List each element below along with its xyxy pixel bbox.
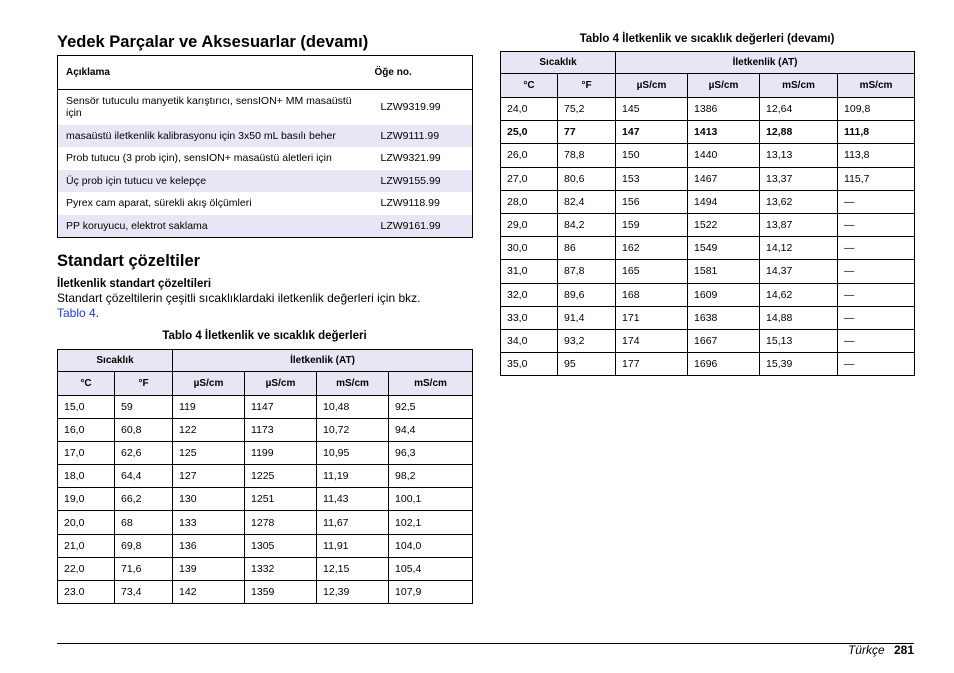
table-cell: 1494	[688, 190, 760, 213]
part-description: PP koruyucu, elektrot saklama	[58, 215, 375, 238]
table-cell: 1199	[245, 441, 317, 464]
standards-paragraph	[57, 291, 472, 321]
table-cell: 1522	[688, 213, 760, 236]
table-cell: 25,0	[501, 121, 558, 144]
table-cell: 174	[616, 329, 688, 352]
column-header: °C	[501, 74, 558, 98]
table-cell: 15,13	[760, 329, 838, 352]
column-header: µS/cm	[688, 74, 760, 98]
parts-table	[57, 55, 473, 238]
table-cell: 27,0	[501, 167, 558, 190]
table-cell: 13,62	[760, 190, 838, 213]
conductivity-table-left	[57, 349, 473, 605]
table-cell: 93,2	[558, 329, 616, 352]
table-cell: 10,48	[317, 395, 389, 418]
table-cell: 139	[173, 557, 245, 580]
table-row	[58, 465, 473, 488]
table-cell: 15,0	[58, 395, 115, 418]
table-cell: 12,39	[317, 581, 389, 604]
table-cell: 28,0	[501, 190, 558, 213]
table-cell: 162	[616, 237, 688, 260]
table-cell: 1278	[245, 511, 317, 534]
table-cell: 92,5	[389, 395, 473, 418]
parts-row	[58, 90, 473, 125]
temperature-group-header: Sıcaklık	[501, 52, 616, 74]
table-row	[501, 167, 915, 190]
table-cell: 12,88	[760, 121, 838, 144]
parts-row	[58, 192, 473, 215]
table-cell: 30,0	[501, 237, 558, 260]
table-cell: 1581	[688, 260, 760, 283]
table-cell: 96,3	[389, 441, 473, 464]
table-cell: 130	[173, 488, 245, 511]
parts-section-title: Yedek Parçalar ve Aksesuarlar (devamı)	[57, 33, 369, 51]
parts-row	[58, 147, 473, 170]
table-right-body	[501, 98, 915, 376]
table-cell: 71,6	[115, 557, 173, 580]
part-item-no: LZW9161.99	[375, 215, 473, 238]
link-suffix: .	[95, 305, 100, 320]
temperature-group-header: Sıcaklık	[58, 349, 173, 371]
parts-row	[58, 125, 473, 148]
table-cell: 12,15	[317, 557, 389, 580]
table-cell: 102,1	[389, 511, 473, 534]
part-description: masaüstü iletkenlik kalibrasyonu için 3x50 mL basılı beher	[58, 125, 375, 148]
table-cell: 26,0	[501, 144, 558, 167]
parts-table-header-row	[58, 56, 473, 90]
table-row	[501, 213, 915, 236]
table-cell: 95	[558, 353, 616, 376]
table-cell: 177	[616, 353, 688, 376]
table-cell: 113,8	[838, 144, 915, 167]
table-cell: 89,6	[558, 283, 616, 306]
table-cell: 62,6	[115, 441, 173, 464]
table-cell: 109,8	[838, 98, 915, 121]
table-cell: 115,7	[838, 167, 915, 190]
table-row	[58, 511, 473, 534]
conductivity-group-header: İletkenlik (AT)	[173, 349, 473, 371]
table-cell: 1638	[688, 306, 760, 329]
table-row	[501, 329, 915, 352]
column-header: mS/cm	[838, 74, 915, 98]
table-cell: 20,0	[58, 511, 115, 534]
table-cell: 86	[558, 237, 616, 260]
table-cell: 13,37	[760, 167, 838, 190]
table-cell: 18,0	[58, 465, 115, 488]
table-cell: 60,8	[115, 418, 173, 441]
column-header: µS/cm	[245, 371, 317, 395]
description-header: Açıklama	[58, 56, 375, 90]
table-cell: —	[838, 329, 915, 352]
table-cell: 1305	[245, 534, 317, 557]
table-cell: 31,0	[501, 260, 558, 283]
table-cell: 64,4	[115, 465, 173, 488]
table-cell: 11,43	[317, 488, 389, 511]
table-cell: 156	[616, 190, 688, 213]
column-header: mS/cm	[389, 371, 473, 395]
part-description: Pyrex cam aparat, sürekli akış ölçümleri	[58, 192, 375, 215]
table-cell: 111,8	[838, 121, 915, 144]
table-row	[501, 98, 915, 121]
table-row	[58, 488, 473, 511]
part-item-no: LZW9111.99	[375, 125, 473, 148]
table-cell: 153	[616, 167, 688, 190]
table-cell: 77	[558, 121, 616, 144]
standards-section-title: Standart çözeltiler	[57, 251, 201, 270]
table-cell: 1440	[688, 144, 760, 167]
table-cell: 104,0	[389, 534, 473, 557]
table-cell: —	[838, 237, 915, 260]
table-cell: 1225	[245, 465, 317, 488]
column-header: µS/cm	[173, 371, 245, 395]
table-cell: 1696	[688, 353, 760, 376]
column-header: °F	[558, 74, 616, 98]
table-cell: 107,9	[389, 581, 473, 604]
parts-row	[58, 215, 473, 238]
table-cell: 133	[173, 511, 245, 534]
table-cell: 69,8	[115, 534, 173, 557]
table-cell: 22,0	[58, 557, 115, 580]
table-cell: 145	[616, 98, 688, 121]
table-row	[58, 441, 473, 464]
table-cell: 171	[616, 306, 688, 329]
table-row	[501, 190, 915, 213]
table-cell: 80,6	[558, 167, 616, 190]
column-header: °F	[115, 371, 173, 395]
page-footer	[848, 643, 914, 657]
column-header: mS/cm	[317, 371, 389, 395]
table-cell: 19,0	[58, 488, 115, 511]
table-row	[501, 121, 915, 144]
table-cell: 1549	[688, 237, 760, 260]
table-cell: 13,13	[760, 144, 838, 167]
table-cell: 1173	[245, 418, 317, 441]
table-row	[58, 581, 473, 604]
table-cell: 1359	[245, 581, 317, 604]
table-cell: 78,8	[558, 144, 616, 167]
table-cell: 147	[616, 121, 688, 144]
table-cell: 14,62	[760, 283, 838, 306]
table-cell: 1251	[245, 488, 317, 511]
table-cell: 11,91	[317, 534, 389, 557]
table-cell: 91,4	[558, 306, 616, 329]
column-header-row	[501, 74, 915, 98]
table-cell: 12,64	[760, 98, 838, 121]
part-description: Prob tutucu (3 prob için), sensION+ masaüstü aletleri için	[58, 147, 375, 170]
table-cell: —	[838, 190, 915, 213]
table-cell: 14,12	[760, 237, 838, 260]
table-4-link[interactable]: Tablo 4	[57, 305, 96, 320]
table-cell: 75,2	[558, 98, 616, 121]
table-cell: 122	[173, 418, 245, 441]
parts-row	[58, 170, 473, 193]
standards-paragraph-text: Standart çözeltilerin çeşitli sıcaklıklardaki iletkenlik değerleri için bkz.	[57, 290, 421, 305]
table-cell: 68	[115, 511, 173, 534]
table-cell: 10,72	[317, 418, 389, 441]
part-item-no: LZW9118.99	[375, 192, 473, 215]
table-cell: —	[838, 283, 915, 306]
table-cell: 105,4	[389, 557, 473, 580]
part-item-no: LZW9321.99	[375, 147, 473, 170]
table-cell: 29,0	[501, 213, 558, 236]
table-cell: 84,2	[558, 213, 616, 236]
table-cell: 14,37	[760, 260, 838, 283]
table-cell: 1386	[688, 98, 760, 121]
table-cell: 1332	[245, 557, 317, 580]
table-cell: —	[838, 353, 915, 376]
table-cell: 1667	[688, 329, 760, 352]
right-column	[500, 30, 914, 376]
conductivity-group-header: İletkenlik (AT)	[616, 52, 915, 74]
table-left-body	[58, 395, 473, 604]
table-cell: 10,95	[317, 441, 389, 464]
part-description: Sensör tutuculu manyetik karıştırıcı, sensION+ MM masaüstü için	[58, 90, 375, 125]
parts-table-body	[58, 90, 473, 238]
table-cell: 1467	[688, 167, 760, 190]
item-no-header: Öğe no.	[375, 56, 473, 90]
table-row	[58, 395, 473, 418]
table-cell: 82,4	[558, 190, 616, 213]
table-cell: 35,0	[501, 353, 558, 376]
left-column	[57, 30, 472, 604]
table-cell: 142	[173, 581, 245, 604]
table-cell: 13,87	[760, 213, 838, 236]
table-row	[501, 237, 915, 260]
table-cell: 15,39	[760, 353, 838, 376]
table-cell: 165	[616, 260, 688, 283]
part-item-no: LZW9319.99	[375, 90, 473, 125]
table-cell: 33,0	[501, 306, 558, 329]
table-row	[501, 306, 915, 329]
table-cell: 24,0	[501, 98, 558, 121]
table-cell: 1609	[688, 283, 760, 306]
table-cell: 11,19	[317, 465, 389, 488]
part-item-no: LZW9155.99	[375, 170, 473, 193]
table-cell: 87,8	[558, 260, 616, 283]
table-row	[501, 353, 915, 376]
table-cell: 1413	[688, 121, 760, 144]
page-number: 281	[893, 643, 914, 657]
table-row	[58, 534, 473, 557]
table-cell: —	[838, 213, 915, 236]
table-cell: 14,88	[760, 306, 838, 329]
conductivity-table-right	[500, 51, 915, 376]
table-cell: 1147	[245, 395, 317, 418]
table-cell: 119	[173, 395, 245, 418]
table-row	[58, 418, 473, 441]
table-cell: 150	[616, 144, 688, 167]
table-cell: 32,0	[501, 283, 558, 306]
column-header: mS/cm	[760, 74, 838, 98]
table-cell: 100,1	[389, 488, 473, 511]
table-cell: 98,2	[389, 465, 473, 488]
table-cell: 23.0	[58, 581, 115, 604]
table-cell: 16,0	[58, 418, 115, 441]
table-cell: 11,67	[317, 511, 389, 534]
footer-language: Türkçe	[847, 643, 885, 657]
column-header-row	[58, 371, 473, 395]
table-cell: 66,2	[115, 488, 173, 511]
table-row	[501, 283, 915, 306]
table-cell: 21,0	[58, 534, 115, 557]
table-cell: 59	[115, 395, 173, 418]
standards-subheading: İletkenlik standart çözeltileri	[57, 277, 212, 290]
table-row	[501, 144, 915, 167]
part-description: Üç prob için tutucu ve kelepçe	[58, 170, 375, 193]
table-cell: 94,4	[389, 418, 473, 441]
table-right-caption: Tablo 4 İletkenlik ve sıcaklık değerleri (devamı)	[579, 33, 835, 45]
footer-rule	[57, 643, 914, 644]
column-header: µS/cm	[616, 74, 688, 98]
column-header: °C	[58, 371, 115, 395]
table-cell: 136	[173, 534, 245, 557]
table-cell: 125	[173, 441, 245, 464]
table-cell: 127	[173, 465, 245, 488]
table-cell: 73,4	[115, 581, 173, 604]
table-cell: 168	[616, 283, 688, 306]
table-cell: 17,0	[58, 441, 115, 464]
table-left-caption: Tablo 4 İletkenlik ve sıcaklık değerleri	[162, 329, 367, 342]
table-cell: 159	[616, 213, 688, 236]
table-cell: —	[838, 306, 915, 329]
table-row	[58, 557, 473, 580]
table-cell: —	[838, 260, 915, 283]
table-row	[501, 260, 915, 283]
table-cell: 34,0	[501, 329, 558, 352]
